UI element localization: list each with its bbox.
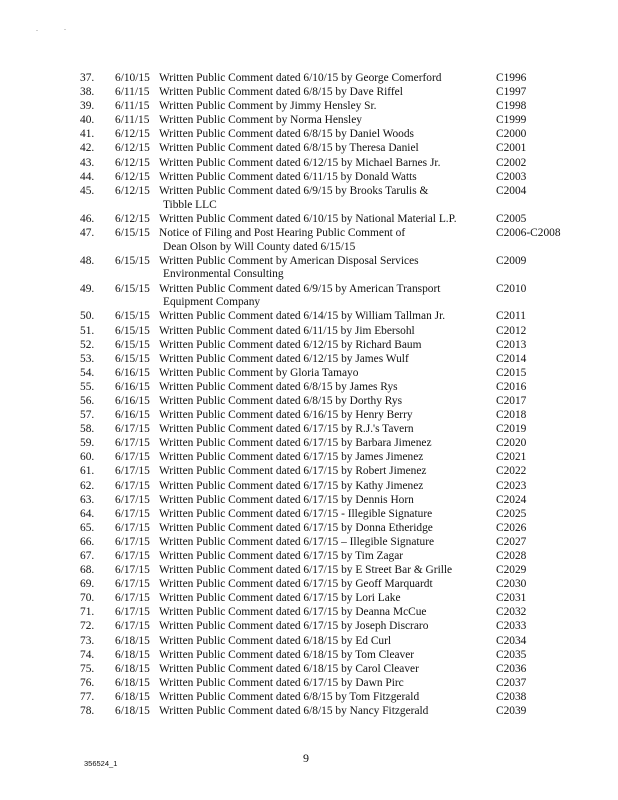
entry-date: 6/17/15 <box>115 423 150 436</box>
entry-description <box>159 649 414 663</box>
index-entry <box>80 381 560 395</box>
entry-record-code: C2012 <box>496 324 527 337</box>
index-entry <box>80 578 560 592</box>
entry-description <box>159 522 433 536</box>
entry-date: 6/18/15 <box>115 705 150 718</box>
entry-description <box>159 480 423 494</box>
index-entry <box>80 353 560 367</box>
index-entry <box>80 227 560 255</box>
entry-record-code: C2032 <box>496 606 527 619</box>
entry-record-code: C2017 <box>496 394 527 407</box>
record-index-list <box>80 72 560 719</box>
entry-number: 53. <box>80 352 95 365</box>
entry-number: 78. <box>80 705 95 718</box>
index-entry <box>80 494 560 508</box>
index-entry <box>80 72 560 86</box>
entry-number: 50. <box>80 310 95 323</box>
entry-record-code: C2025 <box>496 507 527 520</box>
entry-date: 6/18/15 <box>115 634 150 647</box>
entry-record-code: C2000 <box>496 128 527 141</box>
entry-record-code: C2015 <box>496 366 527 379</box>
entry-number: 43. <box>80 156 95 169</box>
entry-description <box>159 451 423 465</box>
index-entry <box>80 592 560 606</box>
entry-date: 6/15/15 <box>115 282 150 295</box>
index-entry <box>80 213 560 227</box>
entry-record-code: C2020 <box>496 437 527 450</box>
entry-number: 77. <box>80 690 95 703</box>
entry-number: 59. <box>80 437 95 450</box>
description-line: Written Public Comment by Gloria Tamayo <box>159 366 359 379</box>
index-entry <box>80 171 560 185</box>
entry-number: 74. <box>80 648 95 661</box>
entry-description <box>159 423 414 437</box>
index-entry <box>80 649 560 663</box>
entry-date: 6/15/15 <box>115 324 150 337</box>
entry-record-code: C2038 <box>496 690 527 703</box>
entry-number: 47. <box>80 226 95 239</box>
description-line: Written Public Comment by American Disposal Services <box>159 254 419 267</box>
index-entry <box>80 339 560 353</box>
entry-description <box>159 381 398 395</box>
entry-number: 63. <box>80 493 95 506</box>
entry-description <box>159 536 434 550</box>
entry-record-code: C2028 <box>496 550 527 562</box>
entry-record-code: C2039 <box>496 705 527 718</box>
entry-description <box>159 157 440 171</box>
entry-description <box>159 353 409 367</box>
entry-description <box>159 592 401 606</box>
description-line: Written Public Comment dated 6/10/15 by National Material L.P. <box>159 212 457 225</box>
entry-record-code: C2006-C2008 <box>496 226 561 239</box>
entry-record-code: C2021 <box>496 451 527 464</box>
entry-date: 6/11/15 <box>115 86 150 99</box>
index-entry <box>80 564 560 578</box>
entry-number: 73. <box>80 634 95 647</box>
entry-record-code: C2002 <box>496 156 527 169</box>
description-line: Written Public Comment dated 6/17/15 by E Street Bar & Grille <box>159 564 453 577</box>
entry-record-code: C2029 <box>496 564 527 577</box>
entry-description <box>159 409 413 423</box>
entry-date: 6/17/15 <box>115 620 150 633</box>
entry-date: 6/17/15 <box>115 493 150 506</box>
scan-speck <box>36 30 38 31</box>
entry-record-code: C2005 <box>496 212 527 225</box>
entry-date: 6/11/15 <box>115 114 150 127</box>
description-line: Written Public Comment dated 6/16/15 by Henry Berry <box>159 409 413 422</box>
entry-number: 45. <box>80 184 95 197</box>
entry-description <box>159 437 432 451</box>
entry-number: 71. <box>80 606 95 619</box>
entry-number: 52. <box>80 338 95 351</box>
entry-number: 68. <box>80 564 95 577</box>
entry-record-code: C2003 <box>496 170 527 183</box>
entry-record-code: C2027 <box>496 535 527 548</box>
entry-date: 6/17/15 <box>115 479 150 492</box>
entry-record-code: C2019 <box>496 423 527 436</box>
entry-number: 39. <box>80 100 95 113</box>
entry-number: 37. <box>80 72 95 84</box>
entry-description <box>159 185 428 213</box>
entry-description <box>159 606 427 620</box>
entry-record-code: C1996 <box>496 72 527 84</box>
entry-description <box>159 114 362 128</box>
entry-date: 6/15/15 <box>115 352 150 365</box>
description-line: Written Public Comment dated 6/17/15 by Robert Jimenez <box>159 465 427 478</box>
description-line: Written Public Comment dated 6/8/15 by Dorthy Rys <box>159 394 403 407</box>
entry-record-code: C2031 <box>496 592 527 605</box>
entry-number: 44. <box>80 170 95 183</box>
description-continuation: Tibble LLC <box>163 198 217 211</box>
description-line: Written Public Comment dated 6/17/15 by Barbara Jimenez <box>159 437 432 450</box>
entry-description <box>159 227 405 255</box>
description-line: Written Public Comment dated 6/17/15 by Dawn Pirc <box>159 676 404 689</box>
entry-number: 69. <box>80 578 95 591</box>
entry-description <box>159 578 433 592</box>
entry-date: 6/17/15 <box>115 592 150 605</box>
entry-record-code: C2004 <box>496 184 527 197</box>
entry-description <box>159 494 414 508</box>
entry-number: 40. <box>80 114 95 127</box>
index-entry <box>80 114 560 128</box>
index-entry <box>80 536 560 550</box>
description-line: Written Public Comment dated 6/9/15 by American Transport <box>159 282 441 295</box>
index-entry <box>80 606 560 620</box>
index-entry <box>80 705 560 719</box>
description-continuation: Environmental Consulting <box>163 268 284 281</box>
entry-record-code: C2034 <box>496 634 527 647</box>
entry-description <box>159 86 403 100</box>
entry-description <box>159 465 427 479</box>
description-line: Written Public Comment dated 6/18/15 by Tom Cleaver <box>159 648 415 661</box>
entry-number: 58. <box>80 423 95 436</box>
entry-date: 6/11/15 <box>115 100 150 113</box>
entry-date: 6/18/15 <box>115 648 150 661</box>
scan-speck <box>64 29 66 30</box>
index-entry <box>80 677 560 691</box>
entry-date: 6/12/15 <box>115 156 150 169</box>
index-entry <box>80 451 560 465</box>
entry-record-code: C2023 <box>496 479 527 492</box>
description-line: Notice of Filing and Post Hearing Public Comment of <box>159 226 406 239</box>
description-line: Written Public Comment dated 6/12/15 by James Wulf <box>159 352 409 365</box>
index-entry <box>80 157 560 171</box>
entry-number: 56. <box>80 394 95 407</box>
index-entry <box>80 480 560 494</box>
entry-date: 6/16/15 <box>115 380 150 393</box>
description-line: Written Public Comment dated 6/8/15 by James Rys <box>159 380 398 393</box>
entry-description <box>159 171 417 185</box>
entry-record-code: C2016 <box>496 380 527 393</box>
entry-description <box>159 663 419 677</box>
entry-record-code: C2033 <box>496 620 527 633</box>
entry-description <box>159 325 415 339</box>
entry-record-code: C2030 <box>496 578 527 591</box>
entry-description <box>159 339 421 353</box>
description-line: Written Public Comment dated 6/9/15 by Brooks Tarulis & <box>159 184 429 197</box>
entry-date: 6/15/15 <box>115 226 150 239</box>
entry-record-code: C1998 <box>496 100 527 113</box>
index-entry <box>80 255 560 283</box>
entry-description <box>159 691 419 705</box>
entry-number: 70. <box>80 592 95 605</box>
entry-record-code: C2037 <box>496 676 527 689</box>
entry-date: 6/17/15 <box>115 465 150 478</box>
entry-number: 72. <box>80 620 95 633</box>
entry-date: 6/15/15 <box>115 254 150 267</box>
index-entry <box>80 86 560 100</box>
index-entry <box>80 508 560 522</box>
entry-number: 66. <box>80 535 95 548</box>
entry-number: 38. <box>80 86 95 99</box>
description-line: Written Public Comment dated 6/8/15 by Tom Fitzgerald <box>159 690 420 703</box>
description-line: Written Public Comment by Norma Hensley <box>159 114 362 127</box>
index-entry <box>80 142 560 156</box>
entry-description <box>159 100 377 114</box>
entry-number: 62. <box>80 479 95 492</box>
entry-date: 6/18/15 <box>115 690 150 703</box>
entry-description <box>159 508 432 522</box>
entry-record-code: C2035 <box>496 648 527 661</box>
entry-number: 57. <box>80 409 95 422</box>
index-entry <box>80 310 560 324</box>
entry-description <box>159 564 452 578</box>
entry-date: 6/12/15 <box>115 142 150 155</box>
entry-date: 6/10/15 <box>115 72 150 84</box>
entry-record-code: C2001 <box>496 142 527 155</box>
entry-number: 51. <box>80 324 95 337</box>
description-line: Written Public Comment dated 6/17/15 by Lori Lake <box>159 592 401 605</box>
index-entry <box>80 522 560 536</box>
description-line: Written Public Comment dated 6/18/15 by Carol Cleaver <box>159 662 419 675</box>
entry-number: 76. <box>80 676 95 689</box>
entry-description <box>159 213 457 227</box>
index-entry <box>80 367 560 381</box>
description-line: Written Public Comment dated 6/8/15 by Nancy Fitzgerald <box>159 705 429 718</box>
entry-number: 42. <box>80 142 95 155</box>
entry-number: 54. <box>80 366 95 379</box>
entry-number: 61. <box>80 465 95 478</box>
entry-description <box>159 395 402 409</box>
entry-description <box>159 367 358 381</box>
description-line: Written Public Comment dated 6/17/15 by Tim Zagar <box>159 550 404 562</box>
footer-document-id: 356524_1 <box>84 759 118 768</box>
index-entry <box>80 437 560 451</box>
entry-number: 75. <box>80 662 95 675</box>
entry-date: 6/12/15 <box>115 170 150 183</box>
entry-date: 6/17/15 <box>115 606 150 619</box>
entry-record-code: C2011 <box>496 310 526 323</box>
entry-description <box>159 283 440 311</box>
description-continuation: Dean Olson by Will County dated 6/15/15 <box>163 240 356 253</box>
entry-date: 6/17/15 <box>115 451 150 464</box>
entry-description <box>159 128 414 142</box>
index-entry <box>80 663 560 677</box>
description-line: Written Public Comment dated 6/17/15 by R.J.'s Tavern <box>159 423 414 436</box>
index-entry <box>80 409 560 423</box>
entry-date: 6/15/15 <box>115 310 150 323</box>
entry-record-code: C2026 <box>496 521 527 534</box>
entry-date: 6/17/15 <box>115 535 150 548</box>
description-line: Written Public Comment dated 6/17/15 by Deanna McCue <box>159 606 427 619</box>
description-line: Written Public Comment dated 6/8/15 by Daniel Woods <box>159 128 414 141</box>
entry-date: 6/16/15 <box>115 394 150 407</box>
description-line: Written Public Comment by Jimmy Hensley Sr. <box>159 100 377 113</box>
entry-record-code: C2014 <box>496 352 527 365</box>
entry-description <box>159 705 428 719</box>
description-line: Written Public Comment dated 6/17/15 by Donna Etheridge <box>159 521 433 534</box>
description-continuation: Equipment Company <box>163 296 261 309</box>
index-entry <box>80 325 560 339</box>
entry-record-code: C2022 <box>496 465 527 478</box>
index-entry <box>80 395 560 409</box>
description-line: Written Public Comment dated 6/8/15 by Dave Riffel <box>159 86 403 99</box>
description-line: Written Public Comment dated 6/14/15 by William Tallman Jr. <box>159 310 446 323</box>
entry-number: 48. <box>80 254 95 267</box>
index-entry <box>80 128 560 142</box>
entry-description <box>159 635 391 649</box>
index-entry <box>80 620 560 634</box>
description-line: Written Public Comment dated 6/17/15 by James Jimenez <box>159 451 424 464</box>
entry-description <box>159 550 403 564</box>
index-entry <box>80 283 560 311</box>
entry-description <box>159 255 419 283</box>
entry-date: 6/17/15 <box>115 550 150 562</box>
description-line: Written Public Comment dated 6/17/15 by Joseph Discraro <box>159 620 429 633</box>
entry-number: 64. <box>80 507 95 520</box>
entry-date: 6/17/15 <box>115 578 150 591</box>
description-line: Written Public Comment dated 6/11/15 by Jim Ebersohl <box>159 324 415 337</box>
entry-date: 6/18/15 <box>115 676 150 689</box>
description-line: Written Public Comment dated 6/17/15 - Illegible Signature <box>159 507 433 520</box>
entry-record-code: C2018 <box>496 409 527 422</box>
entry-number: 67. <box>80 550 95 562</box>
entry-description <box>159 310 445 324</box>
entry-date: 6/17/15 <box>115 507 150 520</box>
description-line: Written Public Comment dated 6/12/15 by Michael Barnes Jr. <box>159 156 441 169</box>
entry-number: 65. <box>80 521 95 534</box>
page-number: 9 <box>303 751 309 765</box>
entry-date: 6/12/15 <box>115 128 150 141</box>
entry-record-code: C1999 <box>496 114 527 127</box>
index-entry <box>80 423 560 437</box>
entry-date: 6/15/15 <box>115 338 150 351</box>
entry-number: 49. <box>80 282 95 295</box>
entry-description <box>159 72 441 86</box>
index-entry <box>80 635 560 649</box>
entry-number: 60. <box>80 451 95 464</box>
description-line: Written Public Comment dated 6/17/15 – Illegible Signature <box>159 535 435 548</box>
entry-record-code: C2010 <box>496 282 527 295</box>
description-line: Written Public Comment dated 6/18/15 by Ed Curl <box>159 634 392 647</box>
entry-record-code: C2009 <box>496 254 527 267</box>
entry-record-code: C2036 <box>496 662 527 675</box>
index-entry <box>80 465 560 479</box>
description-line: Written Public Comment dated 6/10/15 by George Comerford <box>159 72 442 84</box>
entry-number: 55. <box>80 380 95 393</box>
entry-description <box>159 677 404 691</box>
entry-date: 6/17/15 <box>115 564 150 577</box>
index-entry <box>80 691 560 705</box>
entry-record-code: C2024 <box>496 493 527 506</box>
entry-record-code: C1997 <box>496 86 527 99</box>
entry-date: 6/17/15 <box>115 437 150 450</box>
description-line: Written Public Comment dated 6/8/15 by Theresa Daniel <box>159 142 419 155</box>
entry-date: 6/18/15 <box>115 662 150 675</box>
description-line: Written Public Comment dated 6/17/15 by Geoff Marquardt <box>159 578 433 591</box>
entry-date: 6/16/15 <box>115 366 150 379</box>
entry-description <box>159 620 428 634</box>
index-entry <box>80 185 560 213</box>
description-line: Written Public Comment dated 6/12/15 by Richard Baum <box>159 338 422 351</box>
entry-date: 6/17/15 <box>115 521 150 534</box>
entry-record-code: C2013 <box>496 338 527 351</box>
entry-date: 6/16/15 <box>115 409 150 422</box>
description-line: Written Public Comment dated 6/17/15 by Kathy Jimenez <box>159 479 424 492</box>
description-line: Written Public Comment dated 6/17/15 by Dennis Horn <box>159 493 414 506</box>
index-entry <box>80 100 560 114</box>
entry-number: 41. <box>80 128 95 141</box>
entry-date: 6/12/15 <box>115 212 150 225</box>
index-entry <box>80 550 560 564</box>
description-line: Written Public Comment dated 6/11/15 by Donald Watts <box>159 170 417 183</box>
entry-number: 46. <box>80 212 95 225</box>
entry-date: 6/12/15 <box>115 184 150 197</box>
entry-description <box>159 142 419 156</box>
